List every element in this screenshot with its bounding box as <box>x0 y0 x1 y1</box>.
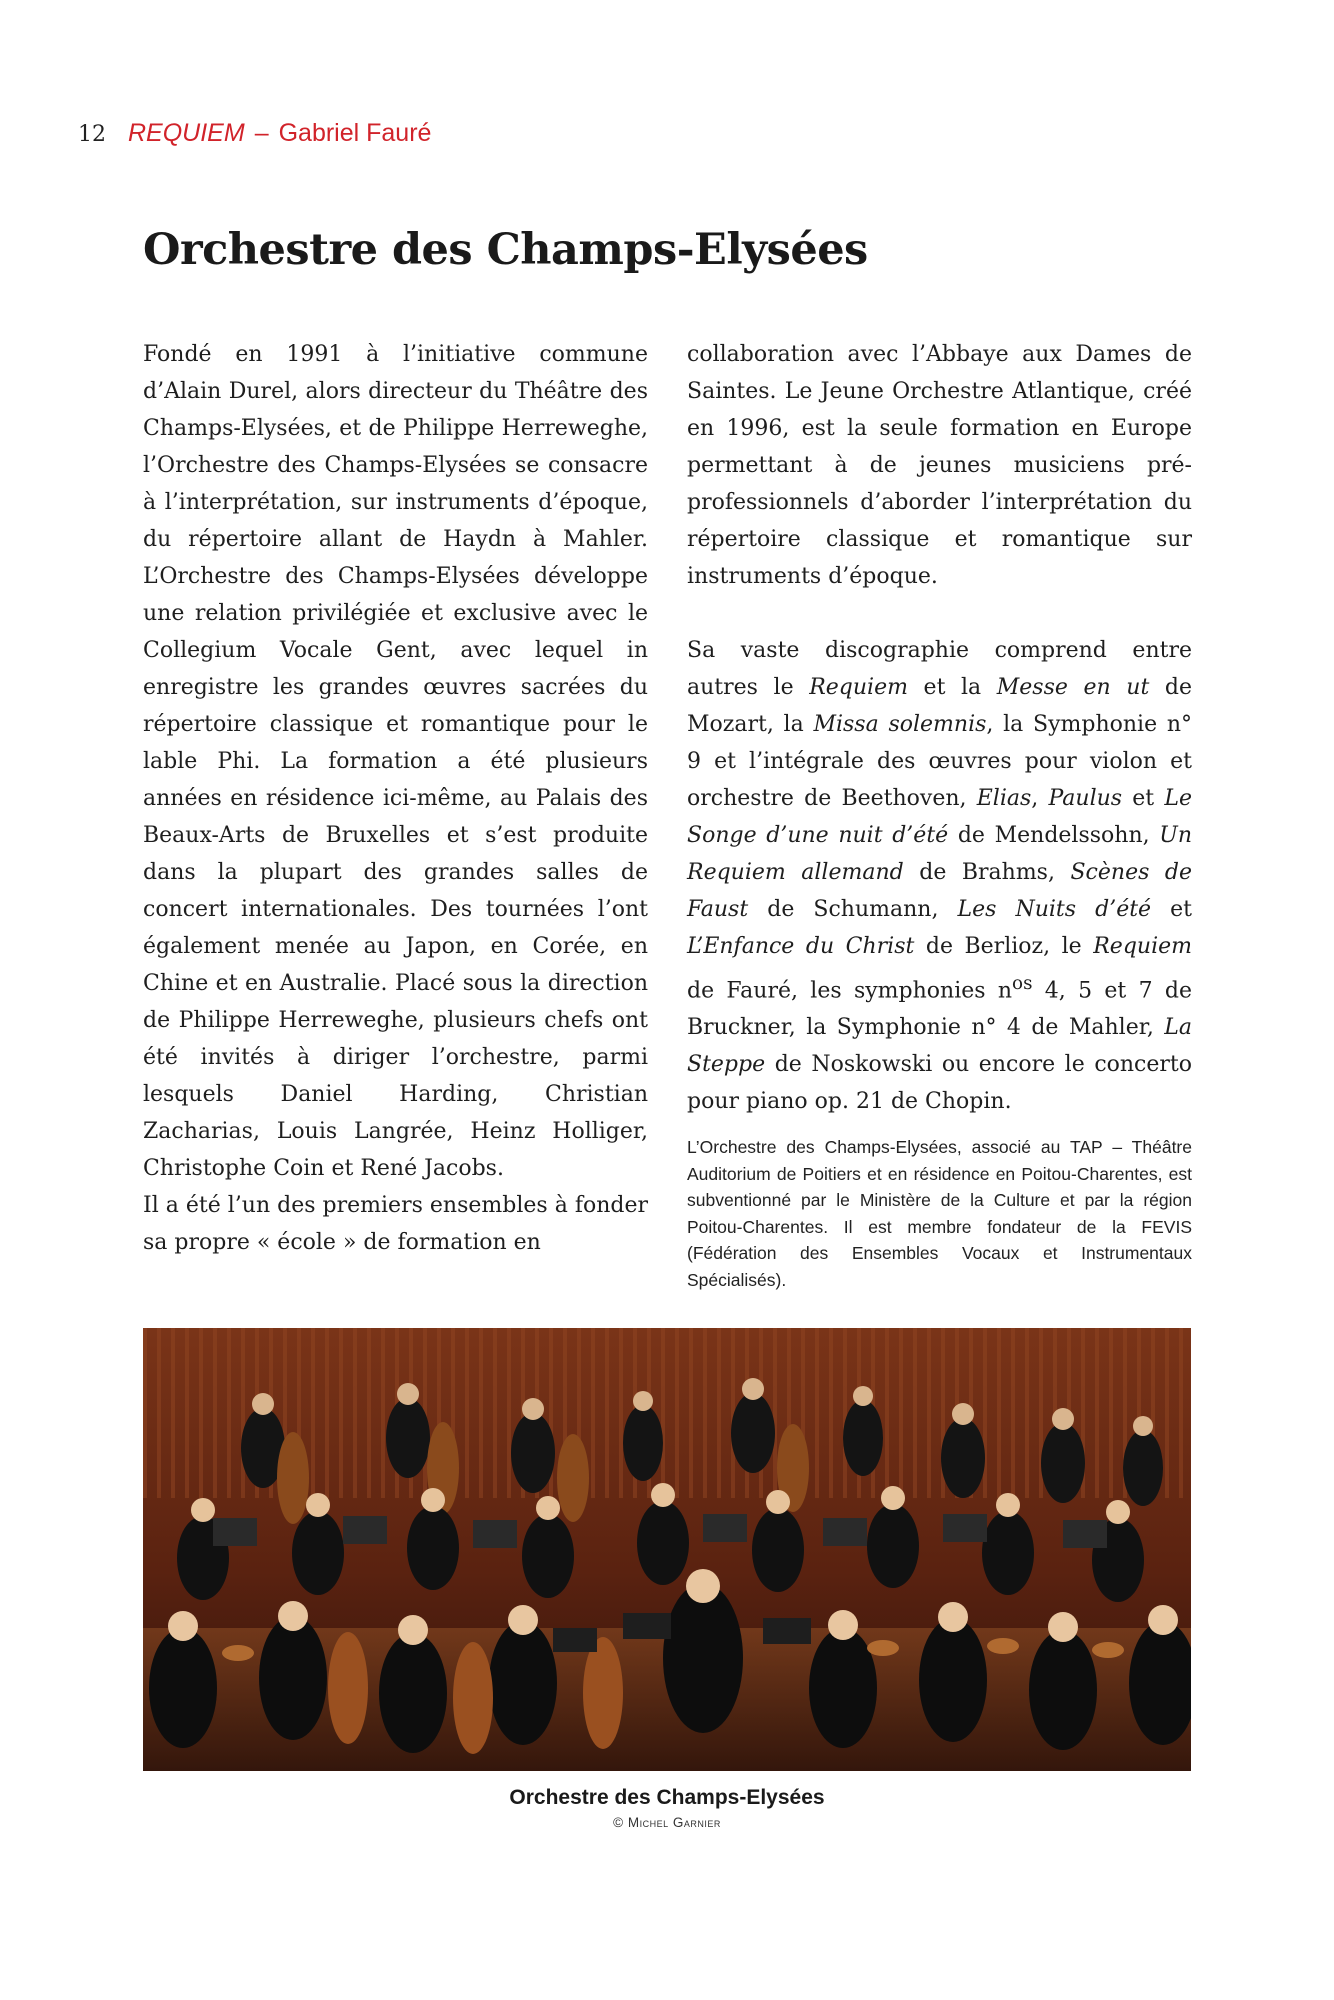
work-title-italic: Requiem <box>1093 934 1192 959</box>
discography-paragraph: Sa vaste discographie comprend entre autres le Requiem et la Messe en ut de Mozart, la Missa solemnis, la Symphonie n° 9 et l’intégrale des œuvres pour violon et orchestre de Beethoven, Elias, Paulus et Le Songe d’une nuit d’été de Mendelssohn, Un Requiem allemand de Brahms, Scènes de Faust de Schumann, Les Nuits d’été et L’Enfance du Christ de Berlioz, le Requiem de Fauré, les symphonies $n^{os}$ 4, 5 et 7 de Bruckner, la Symphonie n° 4 de Mahler, La Steppe de Noskowski ou encore le concerto pour piano op. 21 de Chopin. <box>687 638 1193 1115</box>
work-title-italic: Scènes de Faust <box>687 860 1192 922</box>
photo-credit <box>143 1813 1191 1833</box>
work-title-italic: Elias <box>976 786 1032 811</box>
work-title: REQUIEM <box>128 119 245 147</box>
work-title-italic: Un Requiem allemand <box>687 823 1193 885</box>
orchestra-photo-illustration <box>143 1328 1191 1771</box>
work-title-italic: Requiem <box>809 675 908 700</box>
support-note: L’Orchestre des Champs-Elysées, associé au TAP – Théâtre Auditorium de Poitiers et en résidence en Poitou-Charentes, est subventionné par le Ministère de la Culture et par la région Poitou-Charentes. Il est membre fondateur de la FEVIS (Fédération des Ensembles Vocaux et Instrumentaux Spécialisés). <box>687 1137 1192 1290</box>
school-paragraph: collaboration avec l’Abbaye aux Dames de Saintes. Le Jeune Orchestre Atlantique, créé en 1996, est la seule formation en Europe permettant à de jeunes musiciens pré-professionnels d’aborder l’interprétation du répertoire classique et romantique sur instruments d’époque. <box>687 342 1192 589</box>
biography-paragraph-continued: Il a été l’un des premiers ensembles à fonder sa propre « école » de formation en <box>143 1193 648 1255</box>
composer-name: Gabriel Fauré <box>278 119 432 147</box>
page-title: Orchestre des Champs-Elysées <box>143 225 868 275</box>
photographer-name: Michel Garnier <box>627 1815 721 1830</box>
copyright-symbol: © <box>613 1815 624 1830</box>
work-title-italic: L’Enfance du Christ <box>687 934 915 959</box>
right-column <box>687 336 1192 1293</box>
work-title-italic: Les Nuits d’été <box>957 897 1152 922</box>
work-title-italic: Paulus <box>1048 786 1123 811</box>
page-number: 12 <box>78 122 106 147</box>
biography-paragraph: Fondé en 1991 à l’initiative commune d’Alain Durel, alors directeur du Théâtre des Champs-Elysées, et de Philippe Herreweghe, l’Orchestre des Champs-Elysées se consacre à l’interprétation, sur instruments d’époque, du répertoire allant de Haydn à Mahler. L’Orchestre des Champs-Elysées développe une relation privilégiée et exclusive avec le Collegium Vocale Gent, avec lequel in enregistre les grandes œuvres sacrées du répertoire classique et romantique pour le lable Phi. La formation a été plusieurs années en résidence ici-même, au Palais des Beaux-Arts de Bruxelles et s’est produite dans la plupart des grandes salles de concert internationales. Des tournées l’ont également menée au Japon, en Corée, en Chine et en Australie. Placé sous la direction de Philippe Herreweghe, plusieurs chefs ont été invités à diriger l’orchestre, parmi lesquels Daniel Harding, Christian Zacharias, Louis Langrée, Heinz Holliger, Christophe Coin et René Jacobs. <box>143 342 648 1181</box>
photo-caption: Orchestre des Champs-Elysées <box>509 1786 825 1809</box>
work-title-italic: La Steppe <box>687 1015 1192 1078</box>
left-column <box>143 336 648 1261</box>
work-title-italic: Missa solemnis <box>813 712 987 737</box>
running-header <box>78 116 431 150</box>
work-title-italic: Messe en ut <box>996 675 1150 700</box>
orchestra-photo <box>143 1328 1191 1771</box>
header-separator: – <box>254 119 269 147</box>
work-title-italic: Le Songe d’une nuit d’été <box>687 786 1192 848</box>
